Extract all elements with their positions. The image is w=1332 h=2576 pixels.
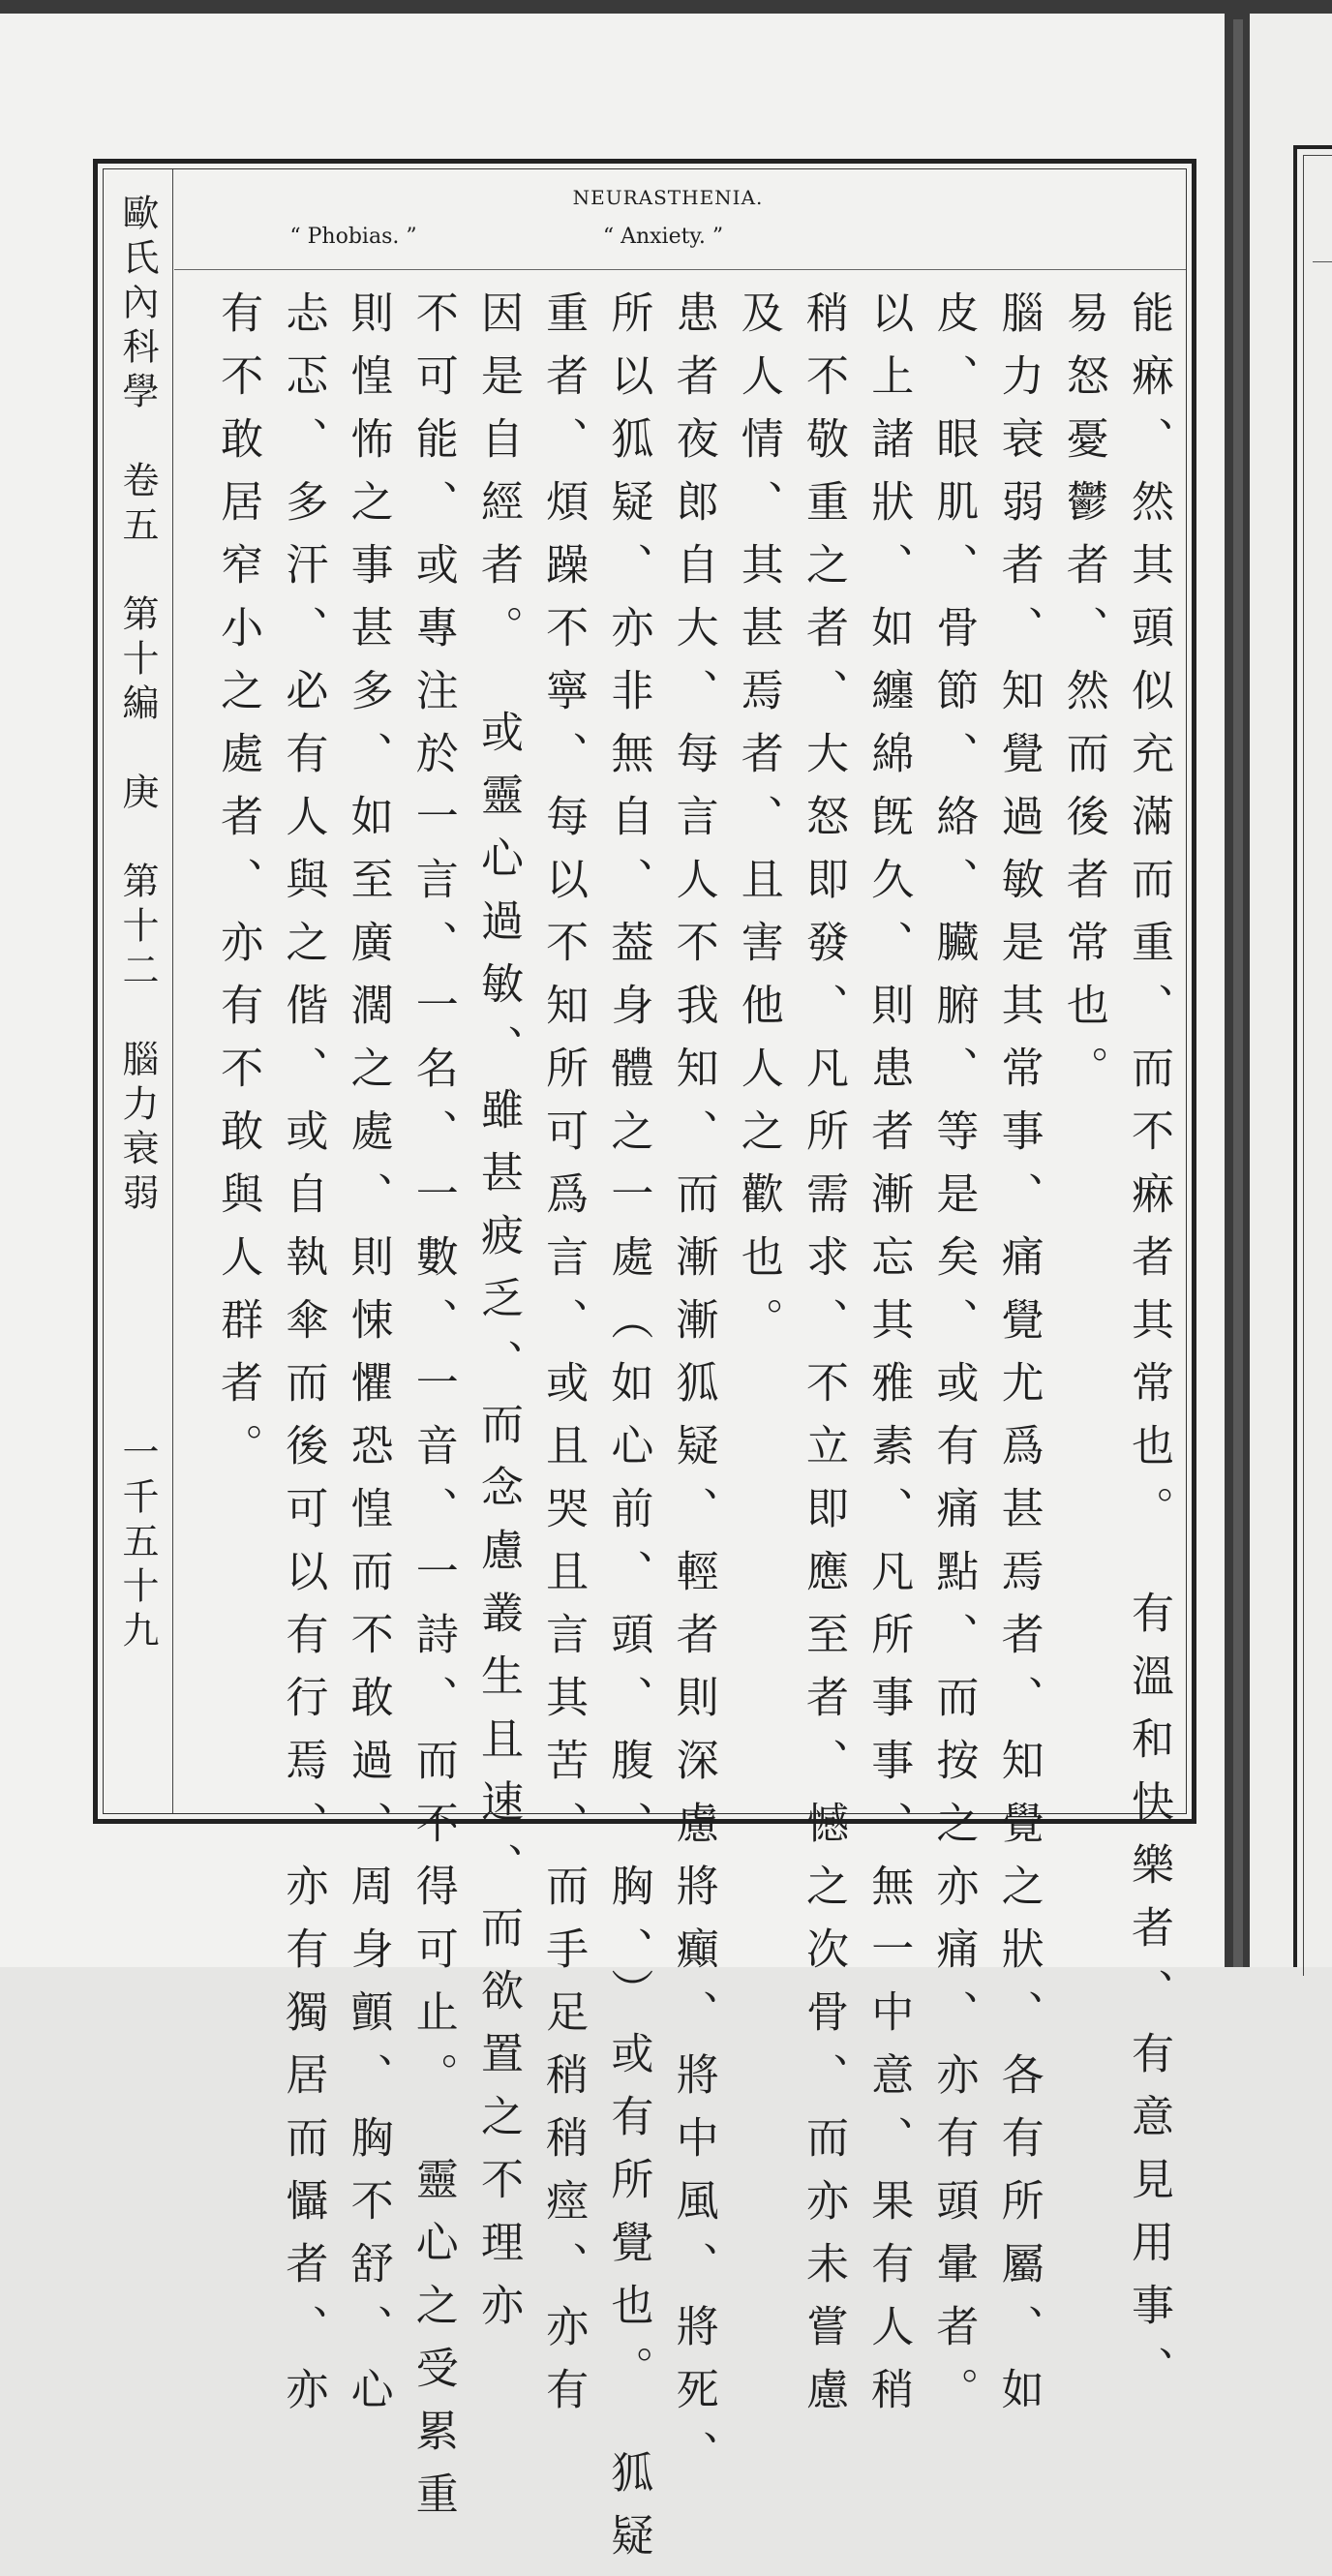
next-page-rule: [1313, 261, 1332, 262]
text-column: 不可能、或專注於一言、一名、一數、一音、一詩、而不得可止。 靈心之受累重: [408, 290, 458, 2534]
text-column: 因是自經者。 或靈心過敏、雖甚疲乏、而念慮叢生且速、而欲置之不理亦: [472, 290, 523, 2346]
gutter-shadow: [1233, 19, 1243, 1967]
header-rule: [174, 269, 1186, 270]
text-column: 患者夜郎自大、每言人不我知、而漸漸狐疑、輕者則深慮將癲、將中風、將死、: [668, 290, 718, 2493]
text-column: 稍不敬重之者、大怒即發、凡所需求、不立即應至者、憾之次骨、而亦未嘗慮: [798, 290, 848, 2430]
text-column: 以上諸狀、如纏綿旣久、則患者漸忘其雅素、凡所事事、無一中意、果有人稍: [863, 290, 914, 2430]
page-number: 一千五十九: [116, 1433, 159, 1655]
sidenote-anxiety: “ Anxiety. ”: [602, 225, 724, 249]
text-column: 忐忑、多汗、必有人與之偕、或自執傘而後可以有行焉、亦有獨居而懾者、亦: [278, 290, 328, 2430]
margin-divider: [172, 169, 173, 1813]
text-column: 所以狐疑、亦非無自、葢身體之一處（如心前、頭、腹、胸、）或有所覺也。 狐疑: [603, 290, 653, 2576]
text-column: 易怒憂鬱者、然而後者常也。: [1058, 290, 1108, 1108]
text-column: 則惶怖之事甚多、如至廣濶之處、則悚懼恐惶而不敢過、周身顫、胸不舒、心: [343, 290, 393, 2430]
text-column: 有不敢居窄小之處者、亦有不敢與人群者。: [213, 290, 263, 1486]
text-column: 皮、眼肌、骨節、絡、臟腑、等是矣、或有痛點、而按之亦痛、亦有頭暈者。: [928, 290, 979, 2430]
body-text: [182, 290, 1181, 2576]
running-title: NEURASTHENIA.: [572, 186, 764, 209]
sidenote-phobias: “ Phobias. ”: [289, 225, 417, 249]
text-column: 能痳、然其頭似充滿而重、而不痳者其常也。 有溫和快樂者、有意見用事、: [1124, 290, 1173, 2409]
next-page-frame: [1293, 145, 1332, 1967]
book-margin-title: 歐氏內科學 卷五 第十編 庚 第十二 腦力衰弱: [116, 194, 159, 1218]
text-column: 腦力衰弱者、知覺過敏是其常事、痛覺尤爲甚焉者、知覺之狀、各有所屬、如: [993, 290, 1044, 2430]
text-column: 及人情、其甚焉者、且害他人之歡也。: [733, 290, 783, 1360]
text-column: 重者、煩躁不寧、每以不知所可爲言、或且哭且言其苦、而手足稍稍痙、亦有: [538, 290, 589, 2430]
top-edge-bar: [0, 0, 1332, 14]
